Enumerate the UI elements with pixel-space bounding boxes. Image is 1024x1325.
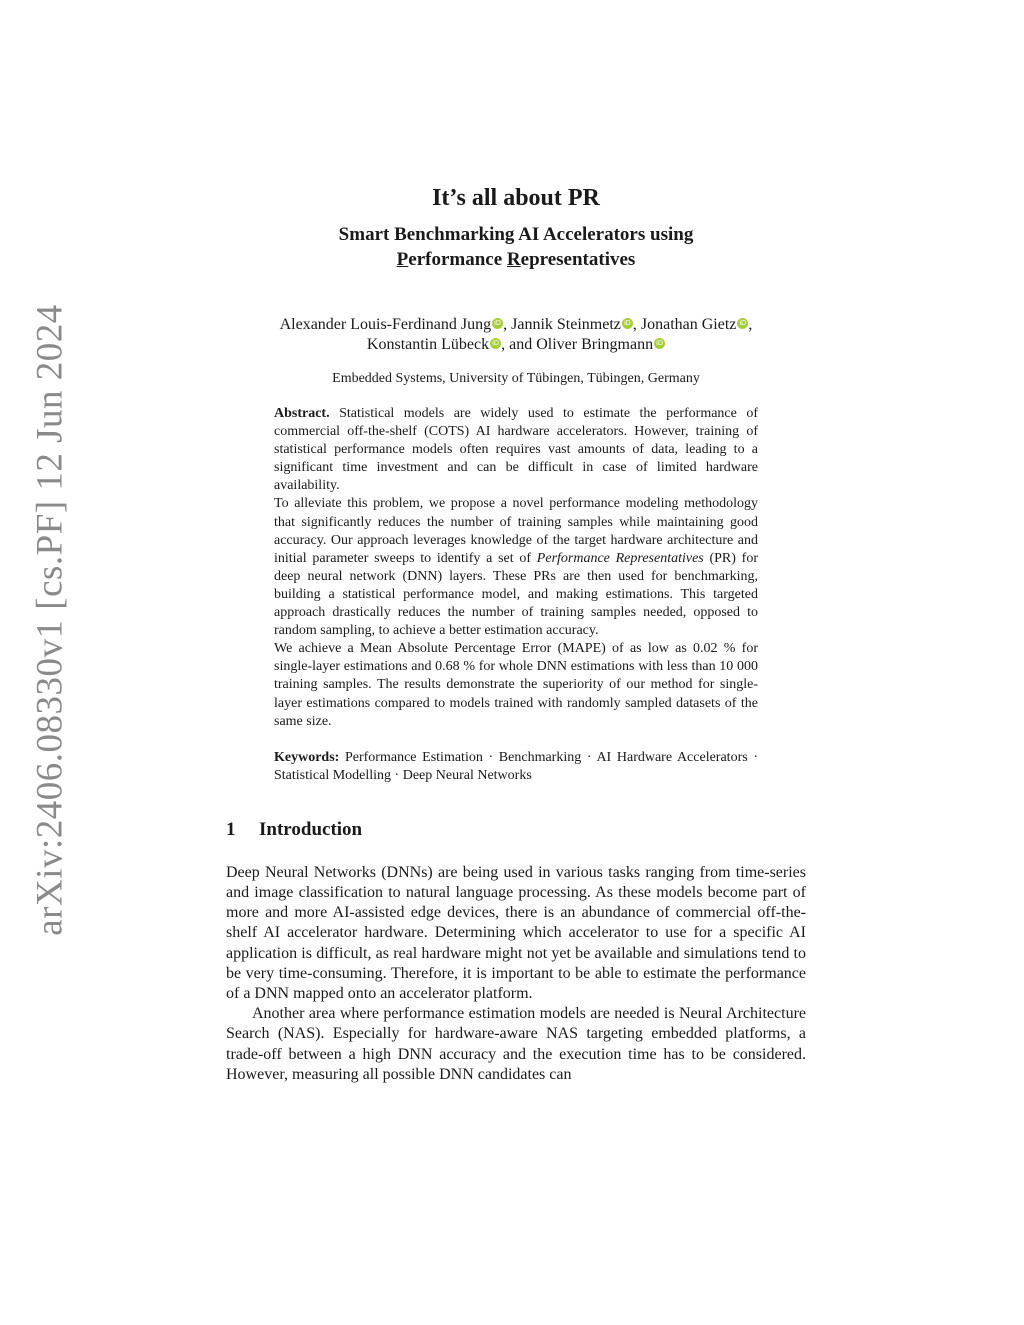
author-separator: , bbox=[632, 316, 641, 333]
orcid-icon[interactable]: iD bbox=[492, 318, 503, 329]
author-name: Jonathan Gietz bbox=[640, 316, 737, 333]
abstract bbox=[274, 405, 758, 731]
subtitle-text-a: erformance bbox=[408, 249, 507, 270]
body-paragraph-2: Another area where performance estimation models are needed is Neural Architecture Search (NAS). Especially for hardware-aware NAS targeting embedded platforms, a trade-off between a high DNN accuracy and the execution time has to be considered. However, measuring all possible DNN candidates can bbox=[226, 1005, 806, 1083]
subtitle-line-1: Smart Benchmarking AI Accelerators using bbox=[338, 224, 694, 245]
orcid-icon[interactable]: iD bbox=[654, 338, 665, 349]
author-name: Alexander Louis-Ferdinand Jung bbox=[279, 316, 492, 333]
section-title: Introduction bbox=[259, 818, 363, 840]
abstract-paragraph-3: We achieve a Mean Absolute Percentage Error (MAPE) of as low as 0.02 % for single-layer estimations and 0.68 % for whole DNN estimations with less than 10 000 training samples. The results demonstrate the superiority of our method for single-layer estimations compared to models trained with randomly sampled datasets of the same size. bbox=[274, 641, 758, 729]
abstract-paragraph-1 bbox=[274, 405, 758, 495]
body-paragraph-1: Deep Neural Networks (DNNs) are being used in various tasks ranging from time-series and image classification to natural language processing. As these models become part of more and more AI-assisted edge devices, there is an abundance of commercial off-the-shelf AI accelerator hardware. Determining which accelerator to use for a specific AI application is difficult, as real hardware might not yet be available and simulations tend to be very time-consuming. Therefore, it is important to be able to estimate the performance of a DNN mapped onto an accelerator platform. bbox=[226, 863, 806, 1002]
abstract-text: (PR) for deep neural network (DNN) layers. These PRs are then used for benchmarking, building a statistical performance model, and making estimations. This targeted approach drastically reduces the number of training samples needed, opposed to random sampling, to achieve a better estimation accuracy. bbox=[274, 550, 758, 639]
author-name: Jannik Steinmetz bbox=[511, 316, 621, 333]
abstract-text: To alleviate this problem, we propose a novel performance modeling methodology that significantly reduces the number of training samples while maintaining good accuracy. Our approach leverages knowledge of the target hardware architecture and initial parameter sweeps to identify a set of bbox=[274, 496, 758, 566]
abstract-text: Statistical models are widely used to estimate the performance of commercial off-the-shelf (COTS) AI hardware accelerators. However, training of statistical performance models often requires vast amounts of data, leading to a significant time investment and can be difficult in case of limited hardware availability. bbox=[274, 406, 758, 494]
author-separator: , and bbox=[501, 336, 537, 353]
author-line-2 bbox=[226, 335, 806, 355]
paper-subtitle bbox=[226, 222, 806, 272]
arxiv-stamp bbox=[20, 304, 80, 936]
author-name: Oliver Bringmann bbox=[536, 336, 654, 353]
abstract-emphasis: Performance Representatives bbox=[536, 550, 704, 566]
section-body bbox=[226, 863, 806, 1085]
author-separator: , bbox=[748, 316, 753, 333]
section-number: 1 bbox=[226, 818, 236, 840]
subtitle-underlined-p: P bbox=[396, 249, 409, 270]
keywords-label: Keywords: bbox=[274, 749, 340, 765]
author-separator: , bbox=[503, 316, 512, 333]
paper-title: It’s all about PR bbox=[432, 185, 600, 211]
abstract-paragraph-2 bbox=[274, 495, 758, 640]
author-list bbox=[226, 315, 806, 355]
subtitle-line-2 bbox=[226, 247, 806, 272]
keywords bbox=[274, 749, 758, 785]
orcid-icon[interactable]: iD bbox=[490, 338, 501, 349]
keywords-text: Performance Estimation · Benchmarking · AI Hardware Accelerators · Statistical Modelling · Deep Neural Networks bbox=[274, 749, 758, 783]
subtitle-underlined-r: R bbox=[506, 249, 521, 270]
author-name: Konstantin Lübeck bbox=[366, 336, 490, 353]
section-heading bbox=[226, 819, 806, 841]
paper-page bbox=[226, 185, 806, 1085]
subtitle-text-b: epresentatives bbox=[520, 249, 636, 270]
orcid-icon[interactable]: iD bbox=[737, 318, 748, 329]
affiliation: Embedded Systems, University of Tübingen, Tübingen, Germany bbox=[332, 371, 700, 386]
orcid-icon[interactable]: iD bbox=[622, 318, 633, 329]
abstract-label: Abstract. bbox=[274, 406, 330, 421]
arxiv-stamp-text: arXiv:2406.08330v1 [cs.PF] 12 Jun 2024 bbox=[29, 304, 71, 936]
author-line-1 bbox=[226, 315, 806, 335]
